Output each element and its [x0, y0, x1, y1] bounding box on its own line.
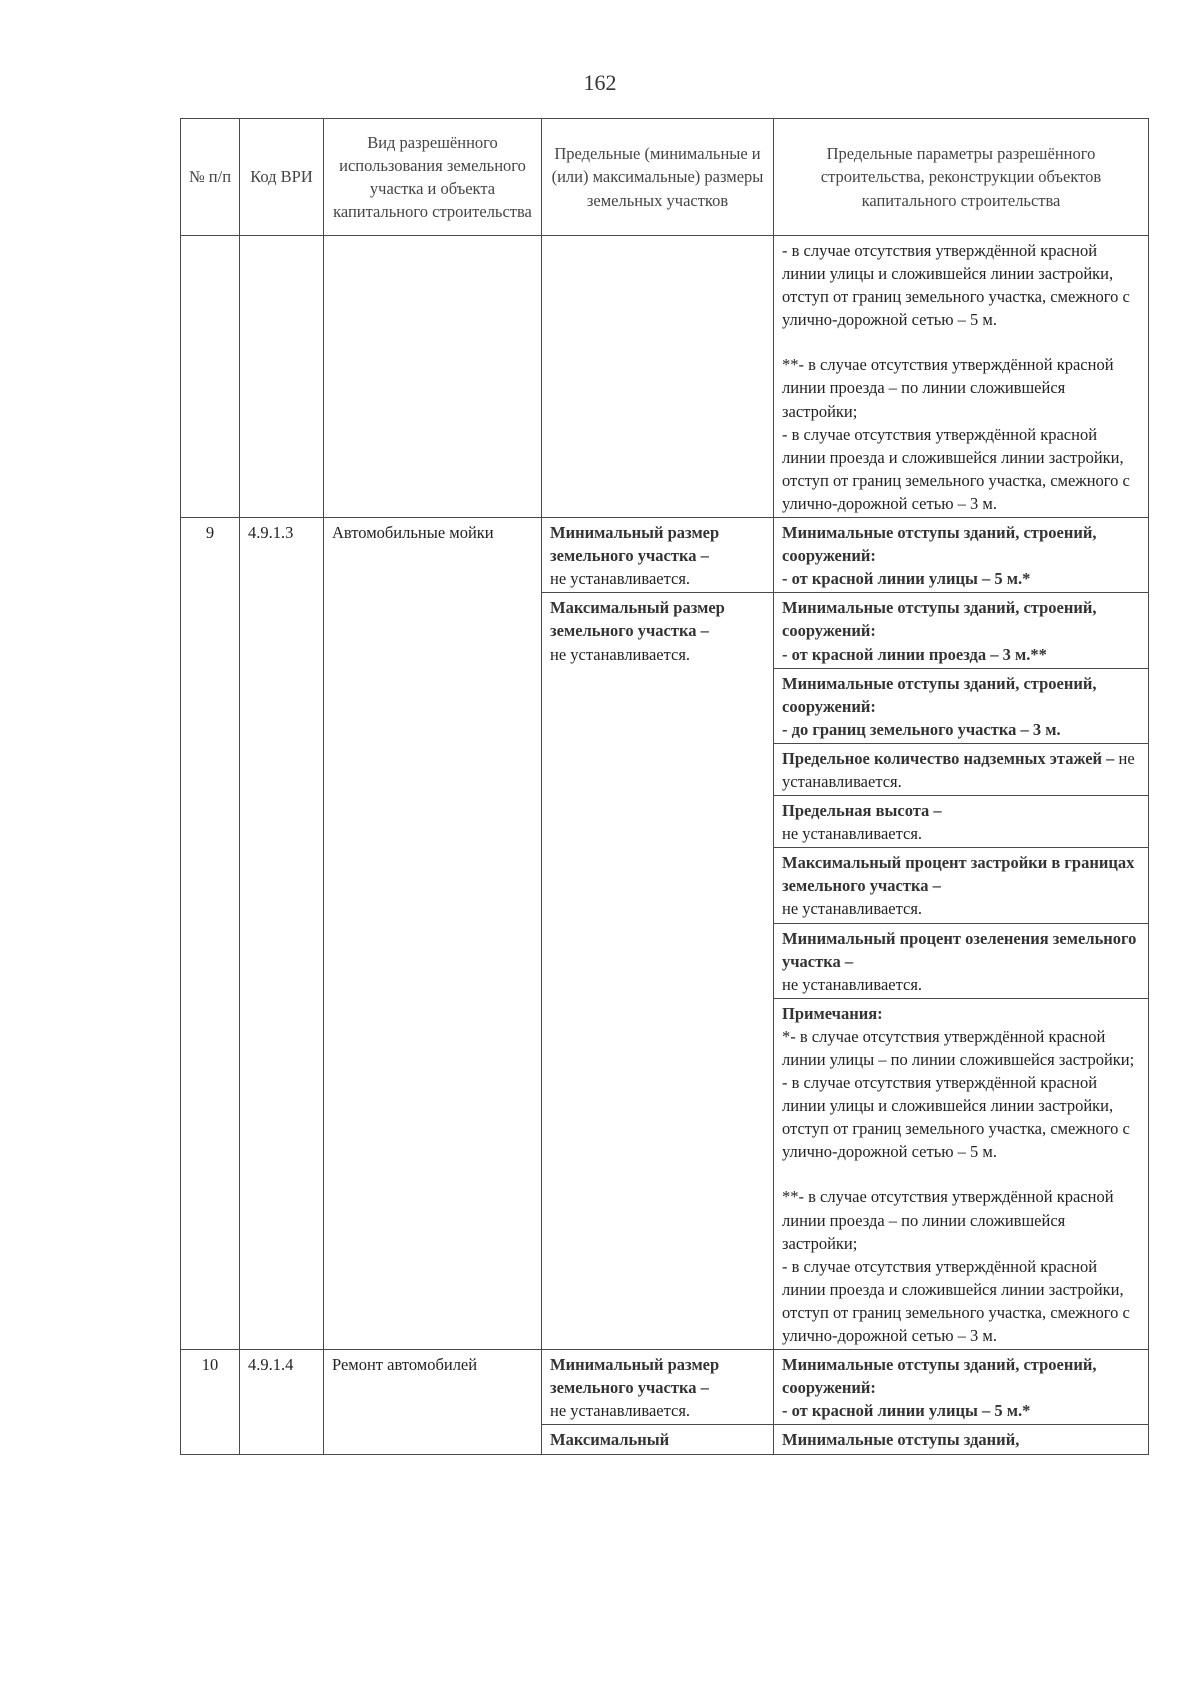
- row10-param-1-title: Минимальные отступы зданий, строений, сооружений:: [782, 1355, 1097, 1398]
- row9-param-3-value: - до границ земельного участка – 3 м.: [782, 719, 1061, 739]
- row9-min-size-title: Минимальный размер земельного участка –: [550, 523, 720, 566]
- row9-param-7-title: Минимальный процент озеленения земельного участка –: [782, 928, 1137, 971]
- row9-param-3-title: Минимальные отступы зданий, строений, сооружений:: [782, 673, 1097, 716]
- row10-param-2: [774, 1425, 1149, 1454]
- row9-max-size-title: Максимальный размер земельного участка –: [550, 598, 725, 641]
- row9-param-5-value: не устанавливается.: [782, 824, 923, 844]
- row10-max-size-title: Максимальный: [550, 1430, 670, 1450]
- row9-param-2-title: Минимальные отступы зданий, строений, сооружений:: [782, 598, 1097, 641]
- row9-code: 4.9.1.3: [240, 518, 324, 1350]
- row9-min-size-value: не устанавливается.: [550, 569, 691, 589]
- row9-notes-title: Примечания:: [782, 1003, 883, 1023]
- cont-note-3: - в случае отсутствия утверждённой красной линии проезда и сложившейся линии застройки, отступ от границ земельного участка, смежного с улично-дорожной сетью – 3 м.: [782, 424, 1130, 513]
- header-code: Код ВРИ: [240, 119, 324, 236]
- row9-param-4-value: не устанавливается.: [782, 748, 1135, 791]
- row9-use: Автомобильные мойки: [324, 518, 542, 1350]
- row9-note-4: - в случае отсутствия утверждённой красной линии проезда и сложившейся линии застройки, отступ от границ земельного участка, смежного с улично-дорожной сетью – 3 м.: [782, 1256, 1130, 1346]
- row9-param-1: [774, 518, 1149, 593]
- row9-param-2-value: - от красной линии проезда – 3 м.**: [782, 644, 1047, 664]
- row9-note-2: - в случае отсутствия утверждённой красной линии улицы и сложившейся линии застройки, отступ от границ земельного участка, смежного с улично-дорожной сетью – 5 м.: [782, 1073, 1130, 1162]
- row9-param-5-title: Предельная высота –: [782, 801, 942, 821]
- row9-min-size: [542, 518, 774, 593]
- row9-num: 9: [181, 518, 240, 1350]
- cont-params-cell: [774, 236, 1149, 518]
- row9-param-1-title: Минимальные отступы зданий, строений, сооружений:: [782, 523, 1097, 566]
- row9-note-3: **- в случае отсутствия утверждённой красной линии проезда – по линии сложившейся застройки;: [782, 1187, 1114, 1253]
- header-params: Предельные параметры разрешённого строительства, реконструкции объектов капитального строительства: [774, 119, 1149, 236]
- row9-param-7-value: не устанавливается.: [782, 974, 923, 994]
- row9-param-7: [774, 923, 1149, 998]
- row9-param-6: [774, 848, 1149, 923]
- cont-num-cell: [181, 236, 240, 518]
- row10-param-2-title: Минимальные отступы зданий,: [782, 1430, 1020, 1450]
- row9-param-1-value: - от красной линии улицы – 5 м.*: [782, 569, 1031, 589]
- row10-param-1: [774, 1350, 1149, 1425]
- row9-param-4: [774, 743, 1149, 795]
- row10-min-size: [542, 1350, 774, 1425]
- row9-param-5: [774, 796, 1149, 848]
- row10-param-1-value: - от красной линии улицы – 5 м.*: [782, 1401, 1031, 1421]
- cont-use-cell: [324, 236, 542, 518]
- row10-min-size-value: не устанавливается.: [550, 1401, 691, 1421]
- table-row: [181, 518, 1149, 593]
- page-number: 162: [583, 70, 617, 95]
- row9-param-3: [774, 668, 1149, 743]
- cont-code-cell: [240, 236, 324, 518]
- row9-param-2: [774, 593, 1149, 668]
- header-use: Вид разрешённого использования земельного участка и объекта капитального строительства: [324, 119, 542, 236]
- cont-note-1: - в случае отсутствия утверждённой красной линии улицы и сложившейся линии застройки, отступ от границ земельного участка, смежного с улично-дорожной сетью – 5 м.: [782, 241, 1130, 330]
- header-size: Предельные (минимальные и (или) максимальные) размеры земельных участков: [542, 119, 774, 236]
- row9-max-size: [542, 593, 774, 1350]
- header-num: № п/п: [181, 119, 240, 236]
- row9-param-6-title: Максимальный процент застройки в границах земельного участка –: [782, 853, 1135, 896]
- table-row: [181, 236, 1149, 518]
- cont-note-2: **- в случае отсутствия утверждённой красной линии проезда – по линии сложившейся застройки;: [782, 355, 1114, 421]
- cont-size-cell: [542, 236, 774, 518]
- row9-param-4-title: Предельное количество надземных этажей –: [782, 748, 1115, 768]
- row10-use: Ремонт автомобилей: [324, 1350, 542, 1454]
- row10-num: 10: [181, 1350, 240, 1454]
- row9-max-size-value: не устанавливается.: [550, 644, 691, 664]
- row9-param-6-value: не устанавливается.: [782, 899, 923, 919]
- row10-min-size-title: Минимальный размер земельного участка –: [550, 1355, 720, 1398]
- table-row: [181, 1350, 1149, 1425]
- row9-note-1: *- в случае отсутствия утверждённой красной линии улицы – по линии сложившейся застройки;: [782, 1026, 1135, 1069]
- table-header-row: [181, 119, 1149, 236]
- row9-notes: [774, 998, 1149, 1349]
- regulation-table: [180, 118, 1149, 1455]
- row10-code: 4.9.1.4: [240, 1350, 324, 1454]
- row10-max-size: [542, 1425, 774, 1454]
